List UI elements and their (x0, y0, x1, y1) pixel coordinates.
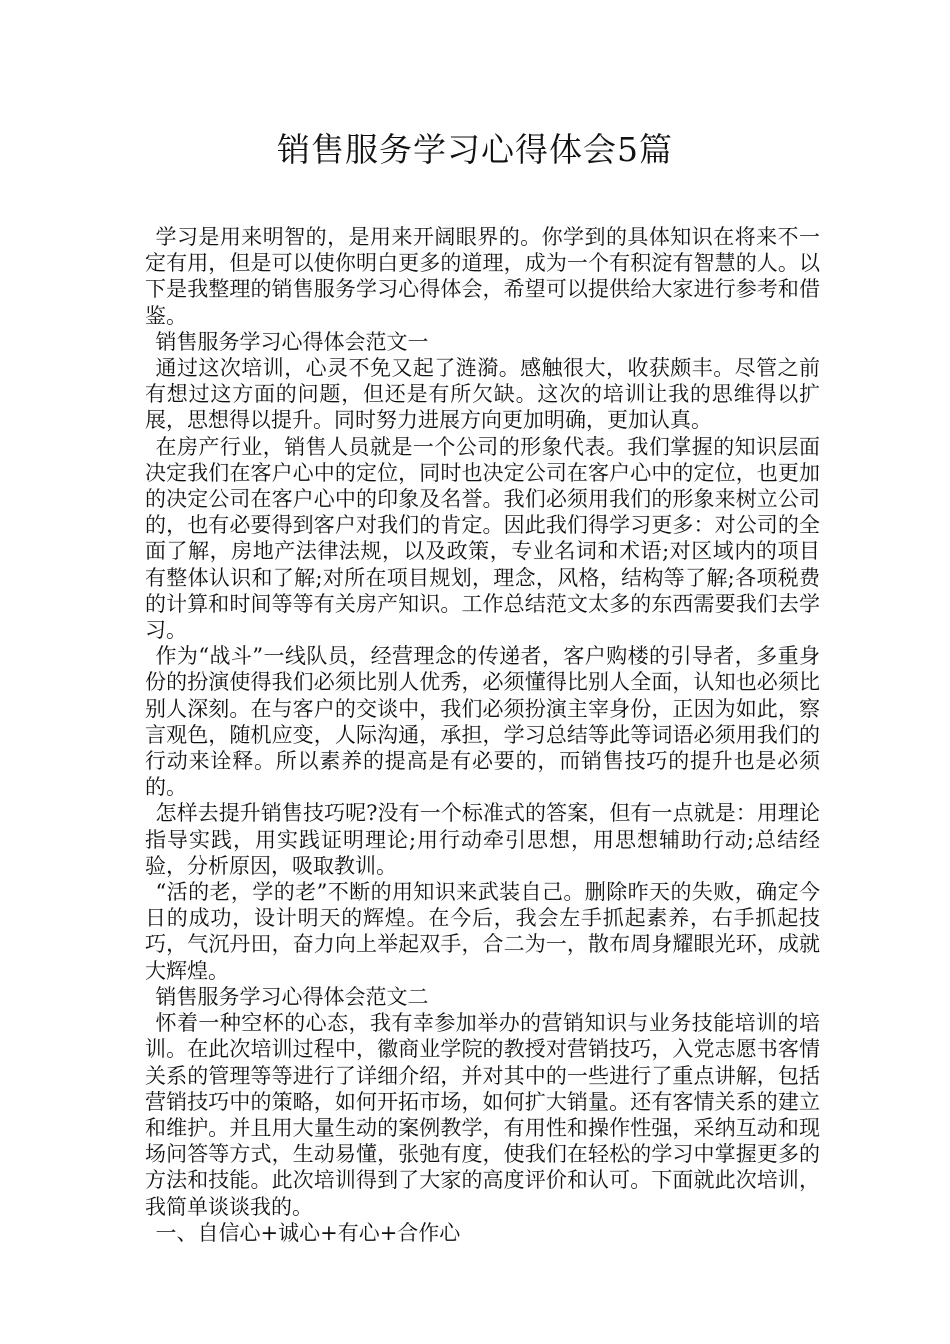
body-paragraph: 怎样去提升销售技巧呢?没有一个标准式的答案，但有一点就是：用理论指导实践，用实践证明理论;用行动牵引思想，用思想辅助行动;总结经验，分析原因，吸取教训。 (145, 801, 820, 878)
section-heading-1: 销售服务学习心得体会范文一 (155, 329, 429, 354)
intro-paragraph: 学习是用来明智的，是用来开阔眼界的。你学到的具体知识在将来不一定有用，但是可以使你明白更多的道理，成为一个有积淀有智慧的人。以下是我整理的销售服务学习心得体会，希望可以提供给大家进行参考和借鉴。 (145, 225, 820, 328)
section-heading-2: 销售服务学习心得体会范文二 (155, 984, 429, 1009)
body-paragraph: “活的老，学的老”不断的用知识来武装自己。删除昨天的失败，确定今日的成功，设计明天的辉煌。在今后，我会左手抓起素养，右手抓起技巧，气沉丹田，奋力向上举起双手，合二为一，散布周身耀眼光环，成就大辉煌。 (145, 880, 820, 983)
body-paragraph: 作为“战斗”一线队员，经营理念的传递者，客户购楼的引导者，多重身份的扮演使得我们必须比别人优秀，必须懂得比别人全面，认知也必须比别人深刻。在与客户的交谈中，我们必须扮演主宰身份，正因为如此，察言观色，随机应变，人际沟通，承担，学习总结等此等词语必须用我们的行动来诠释。所以素养的提高是有必要的，而销售技巧的提升也是必须的。 (145, 644, 820, 800)
subsection-heading: 一、自信心+诚心+有心+合作心 (155, 1220, 461, 1245)
body-paragraph: 怀着一种空杯的心态，我有幸参加举办的营销知识与业务技能培训的培训。在此次培训过程中，徽商业学院的教授对营销技巧，入党志愿书客情关系的管理等等进行了详细介绍，并对其中的一些进行了重点讲解，包括营销技巧中的策略，如何开拓市场，如何扩大销量。还有客情关系的建立和维护。并且用大量生动的案例教学，有用性和操作性强，采纳互动和现场问答等方式，生动易懂，张弛有度，使我们在轻松的学习中掌握更多的方法和技能。此次培训得到了大家的高度评价和认可。下面就此次培训，我简单谈谈我的。 (145, 1011, 820, 1219)
body-paragraph: 在房产行业，销售人员就是一个公司的形象代表。我们掌握的知识层面决定我们在客户心中的定位，同时也决定公司在客户心中的定位，也更加的决定公司在客户心中的印象及名誉。我们必须用我们的形象来树立公司的，也有必要得到客户对我们的肯定。因此我们得学习更多：对公司的全面了解，房地产法律法规，以及政策，专业名词和术语;对区域内的项目有整体认识和了解;对所在项目规划，理念，风格，结构等了解;各项税费的计算和时间等等有关房产知识。工作总结范文太多的东西需要我们去学习。 (145, 434, 820, 643)
page-title: 销售服务学习心得体会5篇 (277, 130, 673, 169)
body-paragraph: 通过这次培训，心灵不免又起了涟漪。感触很大，收获颇丰。尽管之前有想过这方面的问题，但还是有所欠缺。这次的培训让我的思维得以扩展，思想得以提升。同时努力进展方向更加明确，更加认真。 (145, 356, 820, 433)
document-body (145, 224, 820, 1246)
